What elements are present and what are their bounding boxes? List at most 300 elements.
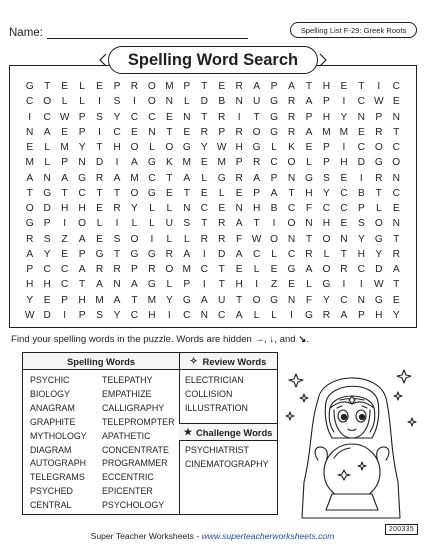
grid-letter[interactable]: I xyxy=(167,309,171,321)
grid-letter[interactable]: O xyxy=(78,218,87,230)
grid-letter[interactable]: T xyxy=(166,172,173,184)
grid-letter[interactable]: I xyxy=(342,142,346,153)
grid-letter[interactable]: C xyxy=(43,111,51,123)
grid-letter[interactable]: Y xyxy=(392,309,400,321)
grid-letter[interactable]: S xyxy=(323,172,330,184)
grid-letter[interactable]: L xyxy=(149,203,155,214)
grid-letter[interactable]: E xyxy=(61,126,69,138)
grid-letter[interactable]: I xyxy=(133,96,136,108)
grid-letter[interactable]: E xyxy=(165,111,173,123)
grid-letter[interactable]: A xyxy=(183,248,191,260)
grid-letter[interactable]: G xyxy=(25,81,34,92)
grid-letter[interactable]: Y xyxy=(200,142,208,153)
grid-letter[interactable]: G xyxy=(374,294,383,306)
grid-letter[interactable]: C xyxy=(218,309,226,321)
grid-letter[interactable]: T xyxy=(393,233,400,245)
grid-letter[interactable]: O xyxy=(252,126,261,138)
grid-letter[interactable]: P xyxy=(218,126,226,138)
grid-letter[interactable]: C xyxy=(357,142,366,153)
grid-letter[interactable]: G xyxy=(147,187,156,199)
grid-letter[interactable]: C xyxy=(26,96,34,108)
grid-letter[interactable]: R xyxy=(113,264,121,275)
grid-letter[interactable]: C xyxy=(78,187,86,199)
grid-letter[interactable]: U xyxy=(165,218,174,230)
grid-letter[interactable]: Y xyxy=(323,187,330,199)
grid-letter[interactable]: A xyxy=(305,96,313,108)
grid-letter[interactable]: E xyxy=(235,187,243,199)
grid-letter[interactable]: L xyxy=(306,157,312,169)
grid-letter[interactable]: P xyxy=(61,294,69,306)
grid-letter[interactable]: R xyxy=(322,309,331,321)
grid-letter[interactable]: C xyxy=(130,111,139,123)
grid-letter[interactable]: A xyxy=(26,248,34,260)
grid-letter[interactable]: L xyxy=(149,218,155,230)
footer-link[interactable]: www.superteacherworksheets.com xyxy=(201,531,335,541)
grid-letter[interactable]: E xyxy=(392,294,400,306)
grid-letter[interactable]: T xyxy=(26,187,33,199)
grid-letter[interactable]: I xyxy=(98,126,101,138)
grid-letter[interactable]: G xyxy=(43,187,52,199)
grid-letter[interactable]: N xyxy=(357,294,366,306)
grid-letter[interactable]: P xyxy=(131,264,138,275)
grid-letter[interactable]: F xyxy=(236,233,243,245)
grid-letter[interactable]: E xyxy=(392,203,400,214)
grid-letter[interactable]: N xyxy=(392,111,400,123)
grid-letter[interactable]: P xyxy=(323,96,330,108)
grid-letter[interactable]: C xyxy=(392,142,400,153)
grid-letter[interactable]: I xyxy=(342,96,346,108)
grid-letter[interactable]: T xyxy=(305,233,313,245)
grid-letter[interactable]: G xyxy=(182,294,191,306)
grid-letter[interactable]: T xyxy=(288,187,295,199)
grid-letter[interactable]: T xyxy=(358,81,365,92)
grid-letter[interactable]: P xyxy=(26,264,34,275)
grid-letter[interactable]: O xyxy=(287,218,296,230)
grid-letter[interactable]: L xyxy=(79,96,85,108)
grid-letter[interactable]: M xyxy=(95,294,104,306)
grid-letter[interactable]: A xyxy=(288,81,295,92)
grid-letter[interactable]: N xyxy=(43,172,51,184)
grid-letter[interactable]: O xyxy=(252,294,261,306)
grid-letter[interactable]: B xyxy=(357,187,365,199)
grid-letter[interactable]: C xyxy=(60,264,69,275)
grid-letter[interactable]: O xyxy=(147,81,156,92)
grid-letter[interactable]: N xyxy=(183,111,191,123)
grid-letter[interactable]: C xyxy=(322,203,331,214)
grid-letter[interactable]: C xyxy=(43,264,51,275)
grid-letter[interactable]: C xyxy=(270,157,278,169)
grid-letter[interactable]: N xyxy=(148,126,156,138)
grid-letter[interactable]: O xyxy=(147,96,156,108)
grid-letter[interactable]: M xyxy=(182,264,192,275)
grid-letter[interactable]: A xyxy=(131,157,138,169)
grid-letter[interactable]: P xyxy=(43,218,51,230)
grid-letter[interactable]: L xyxy=(253,309,260,321)
grid-letter[interactable]: Y xyxy=(323,294,330,306)
grid-letter[interactable]: K xyxy=(288,142,295,153)
grid-letter[interactable]: C xyxy=(357,264,366,275)
grid-letter[interactable]: T xyxy=(253,111,260,123)
grid-letter[interactable]: I xyxy=(150,233,154,245)
grid-letter[interactable]: P xyxy=(270,172,278,184)
grid-letter[interactable]: H xyxy=(235,279,243,291)
grid-letter[interactable]: R xyxy=(287,111,296,123)
grid-letter[interactable]: G xyxy=(217,172,226,184)
grid-letter[interactable]: F xyxy=(305,203,313,214)
grid-letter[interactable]: I xyxy=(28,111,32,123)
grid-letter[interactable]: M xyxy=(165,81,174,92)
grid-letter[interactable]: I xyxy=(63,309,67,321)
grid-letter[interactable]: D xyxy=(218,248,226,260)
grid-letter[interactable]: O xyxy=(130,187,139,199)
grid-letter[interactable]: T xyxy=(393,126,400,138)
grid-letter[interactable]: T xyxy=(201,111,208,123)
grid-letter[interactable]: N xyxy=(287,172,296,184)
grid-letter[interactable]: Z xyxy=(270,279,278,291)
grid-letter[interactable]: R xyxy=(218,233,226,245)
grid-letter[interactable]: P xyxy=(357,309,365,321)
grid-letter[interactable]: C xyxy=(252,248,261,260)
grid-letter[interactable]: L xyxy=(375,203,382,214)
grid-letter[interactable]: L xyxy=(44,157,51,169)
grid-letter[interactable]: E xyxy=(218,203,226,214)
grid-letter[interactable]: A xyxy=(61,172,69,184)
grid-letter[interactable]: C xyxy=(392,81,400,92)
grid-letter[interactable]: R xyxy=(235,126,243,138)
grid-letter[interactable]: O xyxy=(270,233,279,245)
grid-letter[interactable]: T xyxy=(201,218,208,230)
grid-letter[interactable]: Z xyxy=(61,233,68,245)
grid-letter[interactable]: P xyxy=(78,248,86,260)
grid-letter[interactable]: P xyxy=(253,187,261,199)
grid-letter[interactable]: H xyxy=(113,142,121,153)
grid-letter[interactable]: H xyxy=(357,248,366,260)
grid-letter[interactable]: A xyxy=(392,264,400,275)
grid-letter[interactable]: R xyxy=(235,172,243,184)
grid-letter[interactable]: P xyxy=(183,81,191,92)
grid-letter[interactable]: M xyxy=(25,157,34,169)
grid-letter[interactable]: L xyxy=(166,279,173,291)
grid-letter[interactable]: A xyxy=(131,279,138,291)
grid-letter[interactable]: D xyxy=(95,157,104,169)
grid-letter[interactable]: U xyxy=(218,294,226,306)
grid-letter[interactable]: C xyxy=(148,111,156,123)
grid-letter[interactable]: A xyxy=(200,294,208,306)
grid-letter[interactable]: O xyxy=(374,218,383,230)
grid-letter[interactable]: P xyxy=(375,111,383,123)
grid-letter[interactable]: O xyxy=(374,142,383,153)
grid-letter[interactable]: E xyxy=(218,81,226,92)
grid-letter[interactable]: G xyxy=(252,142,261,153)
grid-letter[interactable]: O xyxy=(130,142,139,153)
grid-letter[interactable]: R xyxy=(200,233,208,245)
grid-letter[interactable]: S xyxy=(43,233,51,245)
grid-letter[interactable]: A xyxy=(78,233,86,245)
grid-letter[interactable]: O xyxy=(43,96,52,108)
grid-letter[interactable]: T xyxy=(183,187,190,199)
grid-letter[interactable]: E xyxy=(131,126,138,138)
grid-letter[interactable]: C xyxy=(340,203,348,214)
grid-letter[interactable]: N xyxy=(287,233,296,245)
grid-letter[interactable]: C xyxy=(113,126,121,138)
grid-letter[interactable]: N xyxy=(235,203,243,214)
grid-letter[interactable]: B xyxy=(218,96,226,108)
grid-letter[interactable]: L xyxy=(96,218,103,230)
grid-letter[interactable]: N xyxy=(78,157,86,169)
grid-letter[interactable]: E xyxy=(305,142,313,153)
grid-letter[interactable]: M xyxy=(322,126,331,138)
grid-letter[interactable]: P xyxy=(357,203,365,214)
grid-letter[interactable]: L xyxy=(183,96,190,108)
grid-letter[interactable]: N xyxy=(287,294,296,306)
grid-letter[interactable]: L xyxy=(79,81,85,92)
grid-letter[interactable]: Y xyxy=(26,294,34,306)
grid-letter[interactable]: T xyxy=(305,81,313,92)
grid-letter[interactable]: L xyxy=(323,248,330,260)
grid-letter[interactable]: G xyxy=(374,233,383,245)
grid-letter[interactable]: E xyxy=(357,126,365,138)
grid-letter[interactable]: M xyxy=(60,142,69,153)
grid-letter[interactable]: R xyxy=(305,248,313,260)
grid-letter[interactable]: R xyxy=(113,203,121,214)
grid-letter[interactable]: E xyxy=(270,264,278,275)
grid-letter[interactable]: G xyxy=(305,172,313,184)
grid-letter[interactable]: L xyxy=(271,142,277,153)
grid-letter[interactable]: H xyxy=(235,142,243,153)
grid-letter[interactable]: R xyxy=(26,233,34,245)
grid-letter[interactable]: E xyxy=(96,81,103,92)
grid-letter[interactable]: C xyxy=(357,96,366,108)
grid-letter[interactable]: O xyxy=(322,264,331,275)
grid-letter[interactable]: N xyxy=(392,172,400,184)
grid-letter[interactable]: N xyxy=(305,218,313,230)
grid-letter[interactable]: C xyxy=(340,294,348,306)
grid-letter[interactable]: I xyxy=(237,111,241,123)
grid-letter[interactable]: O xyxy=(287,157,296,169)
grid-letter[interactable]: A xyxy=(113,172,121,184)
grid-letter[interactable]: I xyxy=(290,309,293,321)
grid-letter[interactable]: O xyxy=(322,233,331,245)
grid-letter[interactable]: E xyxy=(96,233,103,245)
grid-letter[interactable]: A xyxy=(253,81,261,92)
grid-letter[interactable]: P xyxy=(61,157,69,169)
grid-letter[interactable]: A xyxy=(26,172,34,184)
grid-letter[interactable]: T xyxy=(218,264,225,275)
grid-letter[interactable]: C xyxy=(287,203,296,214)
grid-letter[interactable]: T xyxy=(96,187,103,199)
grid-letter[interactable]: L xyxy=(166,233,173,245)
grid-letter[interactable]: S xyxy=(96,309,103,321)
grid-letter[interactable]: R xyxy=(340,264,348,275)
grid-letter[interactable]: A xyxy=(235,248,243,260)
grid-letter[interactable]: A xyxy=(340,309,348,321)
grid-letter[interactable]: W xyxy=(216,142,227,153)
grid-letter[interactable]: L xyxy=(166,203,173,214)
grid-letter[interactable]: N xyxy=(340,233,348,245)
grid-letter[interactable]: M xyxy=(130,172,139,184)
grid-letter[interactable]: H xyxy=(78,203,86,214)
grid-letter[interactable]: T xyxy=(236,294,243,306)
grid-letter[interactable]: G xyxy=(130,248,139,260)
grid-letter[interactable]: C xyxy=(148,172,156,184)
grid-letter[interactable]: I xyxy=(115,157,119,169)
grid-letter[interactable]: T xyxy=(166,126,173,138)
grid-letter[interactable]: P xyxy=(113,81,121,92)
grid-letter[interactable]: H xyxy=(60,203,69,214)
grid-letter[interactable]: L xyxy=(271,248,277,260)
grid-letter[interactable]: L xyxy=(44,142,51,153)
grid-letter[interactable]: I xyxy=(359,172,363,184)
grid-letter[interactable]: Y xyxy=(131,203,138,214)
grid-letter[interactable]: L xyxy=(306,279,312,291)
grid-letter[interactable]: P xyxy=(270,81,278,92)
grid-letter[interactable]: M xyxy=(182,157,192,169)
grid-letter[interactable]: H xyxy=(375,309,383,321)
grid-letter[interactable]: C xyxy=(340,187,348,199)
grid-letter[interactable]: T xyxy=(340,248,347,260)
grid-letter[interactable]: H xyxy=(322,111,331,123)
grid-letter[interactable]: G xyxy=(374,157,383,169)
grid-letter[interactable]: G xyxy=(78,172,87,184)
grid-letter[interactable]: H xyxy=(148,309,156,321)
grid-letter[interactable]: P xyxy=(305,111,313,123)
grid-letter[interactable]: Y xyxy=(113,111,121,123)
grid-letter[interactable]: N xyxy=(165,96,174,108)
grid-letter[interactable]: P xyxy=(323,157,330,169)
grid-letter[interactable]: A xyxy=(305,264,313,275)
grid-letter[interactable]: A xyxy=(78,264,86,275)
grid-letter[interactable]: I xyxy=(272,218,276,230)
grid-letter[interactable]: N xyxy=(235,96,243,108)
grid-letter[interactable]: C xyxy=(287,248,296,260)
grid-letter[interactable]: S xyxy=(183,218,191,230)
grid-letter[interactable]: I xyxy=(377,81,381,92)
grid-letter[interactable]: T xyxy=(96,142,103,153)
grid-letter[interactable]: G xyxy=(270,96,279,108)
grid-letter[interactable]: T xyxy=(61,187,68,199)
grid-letter[interactable]: O xyxy=(392,157,401,169)
grid-letter[interactable]: G xyxy=(305,309,313,321)
grid-letter[interactable]: E xyxy=(235,264,243,275)
grid-letter[interactable]: T xyxy=(113,248,121,260)
grid-letter[interactable]: R xyxy=(148,264,156,275)
grid-letter[interactable]: R xyxy=(392,248,400,260)
grid-letter[interactable]: L xyxy=(149,142,155,153)
grid-letter[interactable]: E xyxy=(340,81,348,92)
grid-letter[interactable]: G xyxy=(270,111,279,123)
grid-letter[interactable]: W xyxy=(251,233,262,245)
grid-letter[interactable]: R xyxy=(95,264,104,275)
grid-letter[interactable]: A xyxy=(305,126,313,138)
grid-letter[interactable]: H xyxy=(252,203,261,214)
grid-letter[interactable]: I xyxy=(202,248,206,260)
grid-letter[interactable]: G xyxy=(147,157,156,169)
grid-letter[interactable]: A xyxy=(253,172,261,184)
grid-letter[interactable]: M xyxy=(339,126,349,138)
grid-letter[interactable]: Y xyxy=(375,248,383,260)
grid-letter[interactable]: I xyxy=(342,279,346,291)
grid-letter[interactable]: H xyxy=(43,279,51,291)
grid-letter[interactable]: L xyxy=(218,187,225,199)
grid-letter[interactable]: U xyxy=(252,96,261,108)
grid-letter[interactable]: C xyxy=(200,264,208,275)
grid-letter[interactable]: E xyxy=(165,187,173,199)
grid-letter[interactable]: H xyxy=(78,294,86,306)
grid-letter[interactable]: O xyxy=(25,203,34,214)
grid-letter[interactable]: W xyxy=(24,309,35,321)
grid-letter[interactable]: H xyxy=(305,187,313,199)
grid-letter[interactable]: P xyxy=(323,142,330,153)
grid-letter[interactable]: E xyxy=(183,126,191,138)
grid-letter[interactable]: N xyxy=(183,203,191,214)
grid-letter[interactable]: D xyxy=(357,157,366,169)
grid-letter[interactable]: E xyxy=(26,142,34,153)
grid-letter[interactable]: C xyxy=(130,309,139,321)
grid-letter[interactable]: K xyxy=(165,157,173,169)
grid-letter[interactable]: R xyxy=(375,126,383,138)
grid-letter[interactable]: N xyxy=(26,126,34,138)
grid-letter[interactable]: G xyxy=(95,248,104,260)
grid-letter[interactable]: P xyxy=(78,309,86,321)
grid-letter[interactable]: T xyxy=(201,81,208,92)
grid-letter[interactable]: T xyxy=(218,279,225,291)
grid-letter[interactable]: E xyxy=(288,279,295,291)
grid-letter[interactable]: L xyxy=(131,218,138,230)
grid-letter[interactable]: G xyxy=(147,279,156,291)
grid-letter[interactable]: R xyxy=(252,157,261,169)
grid-letter[interactable]: D xyxy=(43,203,51,214)
grid-letter[interactable]: H xyxy=(26,279,34,291)
grid-letter[interactable]: Y xyxy=(340,111,348,123)
grid-letter[interactable]: E xyxy=(200,157,208,169)
grid-letter[interactable]: R xyxy=(375,172,383,184)
grid-letter[interactable]: A xyxy=(235,309,243,321)
grid-letter[interactable]: G xyxy=(182,142,191,153)
grid-letter[interactable]: E xyxy=(61,81,69,92)
grid-letter[interactable]: P xyxy=(183,279,191,291)
grid-letter[interactable]: S xyxy=(113,96,121,108)
grid-letter[interactable]: H xyxy=(340,157,348,169)
grid-letter[interactable]: R xyxy=(218,218,226,230)
grid-letter[interactable]: L xyxy=(183,233,190,245)
grid-letter[interactable]: M xyxy=(217,157,226,169)
grid-letter[interactable]: N xyxy=(392,218,400,230)
grid-letter[interactable]: R xyxy=(95,172,104,184)
grid-letter[interactable]: R xyxy=(165,248,174,260)
grid-letter[interactable]: L xyxy=(61,96,68,108)
grid-letter[interactable]: O xyxy=(165,142,174,153)
grid-letter[interactable]: C xyxy=(200,203,208,214)
grid-letter[interactable]: O xyxy=(165,264,174,275)
grid-letter[interactable]: Y xyxy=(78,142,86,153)
grid-letter[interactable]: R xyxy=(287,96,296,108)
grid-letter[interactable]: P xyxy=(78,111,86,123)
name-line[interactable] xyxy=(47,38,248,39)
grid-letter[interactable]: E xyxy=(340,218,348,230)
grid-letter[interactable]: E xyxy=(200,187,208,199)
grid-letter[interactable]: S xyxy=(96,111,103,123)
grid-letter[interactable]: N xyxy=(200,309,208,321)
grid-letter[interactable]: I xyxy=(359,279,363,291)
grid-letter[interactable]: T xyxy=(113,187,121,199)
grid-letter[interactable]: B xyxy=(270,203,278,214)
grid-letter[interactable]: L xyxy=(253,264,260,275)
grid-letter[interactable]: S xyxy=(357,218,365,230)
grid-letter[interactable]: I xyxy=(255,279,259,291)
grid-letter[interactable]: G xyxy=(322,279,331,291)
grid-letter[interactable]: A xyxy=(113,294,121,306)
grid-letter[interactable]: G xyxy=(270,294,279,306)
